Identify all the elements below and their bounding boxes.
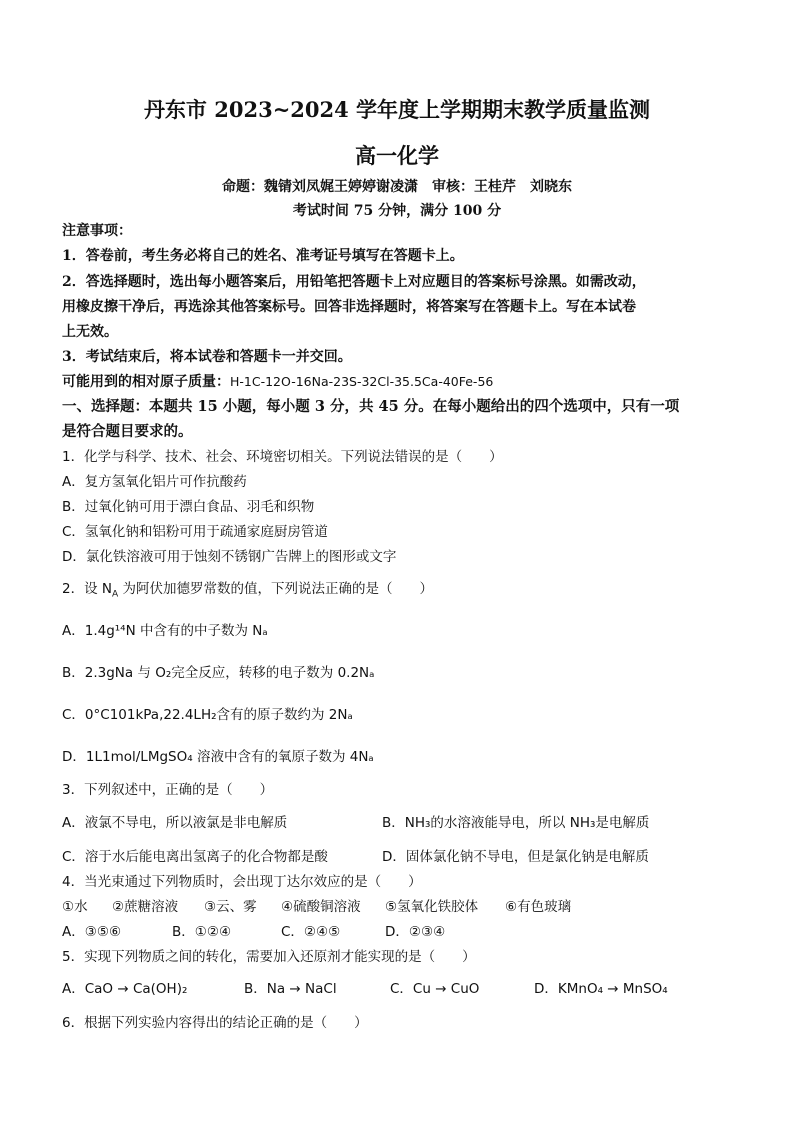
subject-title: 高一化学	[355, 143, 439, 168]
q5-option-a: A．CaO → Ca(OH)₂	[62, 981, 188, 997]
q6-stem: 6．根据下列实验内容得出的结论正确的是（ ）	[62, 1015, 368, 1031]
notes-heading: 注意事项：	[62, 223, 132, 239]
q5-stem: 5．实现下列物质之间的转化，需要加入还原剂才能实现的是（ ）	[62, 949, 476, 965]
note-1: 1．答卷前，考生务必将自己的姓名、准考证号填写在答题卡上。	[62, 248, 464, 264]
q4-option-b: B．①②④	[172, 924, 232, 940]
note-2-line-1: 2．答选择题时，选出每小题答案后，用铅笔把答题卡上对应题目的答案标号涂黑。如需改动，	[62, 274, 646, 290]
q1-option-b: B．过氧化钠可用于漂白食品、羽毛和织物	[62, 499, 315, 515]
authors-line: 命题：魏锖刘凤娓王婷婷谢凌潇 审核：王桂芹 刘晓东	[222, 179, 572, 195]
q4-item-4: ④硫酸铜溶液	[281, 899, 361, 915]
q4-stem: 4．当光束通过下列物质时，会出现丁达尔效应的是（ ）	[62, 874, 422, 890]
note-3: 3．考试结束后，将本试卷和答题卡一并交回。	[62, 349, 352, 365]
q4-item-6: ⑥有色玻璃	[505, 899, 572, 915]
section-1-line-2: 是符合题目要求的。	[62, 423, 193, 440]
q1-stem: 1．化学与科学、技术、社会、环境密切相关。下列说法错误的是（ ）	[62, 449, 503, 465]
q4-option-a: A．③⑤⑥	[62, 924, 122, 940]
q4-item-2: ②蔗糖溶液	[112, 899, 179, 915]
exam-time-line: 考试时间 75 分钟，满分 100 分	[292, 203, 502, 219]
q4-option-c: C．②④⑤	[281, 924, 341, 940]
q4-item-1: ①水	[62, 899, 88, 915]
q3-option-d: D．固体氯化钠不导电，但是氯化钠是电解质	[382, 849, 649, 865]
q2-option-b: B．2.3gNa 与 O₂完全反应，转移的电子数为 0.2Nₐ	[62, 665, 375, 681]
note-2-line-3: 上无效。	[62, 324, 118, 340]
q5-option-c: C．Cu → CuO	[390, 981, 480, 997]
q2-option-c: C．0°C101kPa,22.4LH₂含有的原子数约为 2Nₐ	[62, 707, 353, 723]
atomic-mass-label: 可能用到的相对原子质量：	[62, 374, 230, 390]
q5-option-d: D．KMnO₄ → MnSO₄	[534, 981, 668, 997]
q2-stem-part-2: 为阿伏加德罗常数的值，下列说法正确的是（ ）	[118, 581, 433, 597]
atomic-mass-values: H-1C-12O-16Na-23S-32Cl-35.5Ca-40Fe-56	[230, 374, 494, 389]
q4-item-3: ③云、雾	[204, 899, 257, 915]
q3-option-b: B．NH₃的水溶液能导电，所以 NH₃是电解质	[382, 815, 650, 831]
atomic-mass-line	[62, 373, 493, 391]
q2-option-a: A．1.4g¹⁴N 中含有的中子数为 Nₐ	[62, 623, 268, 639]
q2-stem-part-1: 2．设 N	[62, 581, 112, 597]
q1-option-c: C．氢氧化钠和铝粉可用于疏通家庭厨房管道	[62, 524, 328, 540]
q5-option-b: B．Na → NaCl	[244, 981, 337, 997]
q2-option-d: D．1L1mol/LMgSO₄ 溶液中含有的氧原子数为 4Nₐ	[62, 749, 374, 765]
q4-item-5: ⑤氢氧化铁胶体	[385, 899, 479, 915]
section-1-line-1: 一、选择题：本题共 15 小题，每小题 3 分，共 45 分。在每小题给出的四个选项中，只有一项	[62, 398, 680, 415]
exam-title: 丹东市 2023~2024 学年度上学期期末教学质量监测	[143, 97, 651, 122]
q1-option-d: D．氯化铁溶液可用于蚀刻不锈钢广告牌上的图形或文字	[62, 549, 397, 565]
q1-option-a: A．复方氢氧化铝片可作抗酸药	[62, 474, 247, 490]
q3-option-a: A．液氯不导电，所以液氯是非电解质	[62, 815, 288, 831]
q3-option-c: C．溶于水后能电离出氢离子的化合物都是酸	[62, 849, 328, 865]
note-2-line-2: 用橡皮擦干净后，再选涂其他答案标号。回答非选择题时，将答案写在答题卡上。写在本试卷	[62, 299, 636, 315]
q2-stem	[62, 580, 433, 604]
q4-option-d: D．②③④	[385, 924, 446, 940]
q3-stem: 3．下列叙述中，正确的是（ ）	[62, 782, 274, 798]
q2-stem-subscript: A	[111, 589, 119, 600]
